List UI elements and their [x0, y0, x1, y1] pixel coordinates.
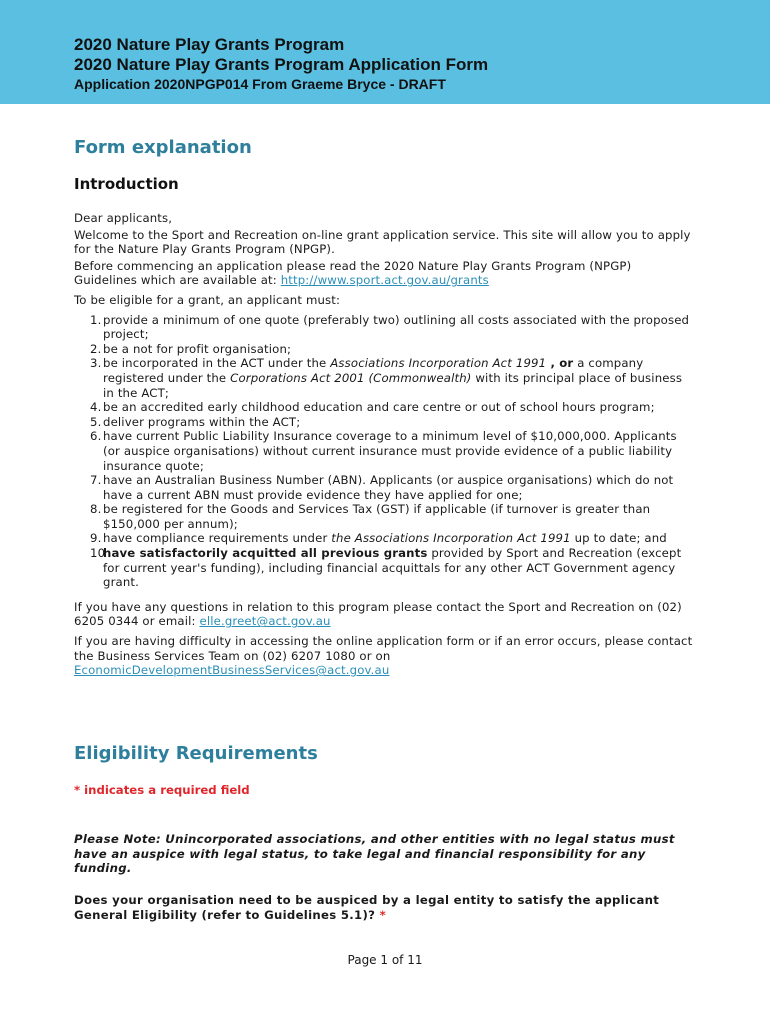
requirement-text: have current Public Liability Insurance coverage to a minimum level of $10,000,000. Applicants (or auspice organisations) without current insurance must provide evidence of a public liability insurance quote;: [103, 429, 677, 473]
requirement-number: 2.: [90, 341, 102, 356]
requirement-act-name: the Associations Incorporation Act 1991: [331, 531, 571, 546]
questions-email-link[interactable]: elle.greet@act.gov.au: [199, 614, 331, 629]
introduction-heading: Introduction: [74, 175, 179, 193]
requirement-number: 8.: [90, 502, 102, 517]
program-title: 2020 Nature Play Grants Program: [74, 35, 345, 54]
difficulty-paragraph: [74, 634, 694, 678]
guidelines-paragraph: [74, 259, 694, 288]
requirement-item: [74, 429, 694, 473]
requirements-list: [74, 313, 694, 590]
requirement-item: [74, 546, 694, 590]
requirement-item: [74, 473, 694, 502]
requirement-number: 5.: [90, 414, 102, 429]
requirement-item: [74, 502, 694, 531]
requirement-text: with its principal place of business in the ACT;: [103, 370, 683, 400]
requirement-emphasis: have satisfactorily acquitted all previous grants: [103, 546, 428, 561]
requirement-text: be registered for the Goods and Services Tax (GST) if applicable (if turnover is greater than $150,000 per annum);: [103, 502, 651, 531]
guidelines-link[interactable]: http://www.sport.act.gov.au/grants: [280, 273, 489, 288]
required-star: *: [379, 907, 386, 922]
questions-text: If you have any questions in relation to this program please contact the Sport and Recreation on (02) 6205 0344 or email:: [74, 599, 682, 629]
questions-paragraph: [74, 600, 694, 629]
requirement-text: provided by Sport and Recreation (except for current year's funding), including financial acquittals for any other ACT Government agency grant.: [103, 546, 682, 590]
requirement-act-name: Associations Incorporation Act 1991: [330, 356, 547, 371]
page-number: Page 1 of 11: [347, 953, 423, 967]
introduction-body: [74, 211, 694, 683]
requirement-item: [74, 342, 694, 357]
requirement-text: have compliance requirements under: [103, 531, 332, 546]
requirement-item: [74, 356, 694, 400]
requirement-text: deliver programs within the ACT;: [103, 414, 301, 429]
requirement-text: provide a minimum of one quote (preferably two) outlining all costs associated with the proposed project;: [103, 312, 690, 342]
requirement-number: 10: [90, 546, 106, 561]
please-note: Please Note: Unincorporated associations, and other entities with no legal status must have an auspice with legal status, to take legal and financial responsibility for any funding.: [74, 832, 675, 876]
requirement-number: 7.: [90, 473, 102, 488]
required-field-note: * indicates a required field: [74, 783, 250, 797]
business-services-email-link[interactable]: EconomicDevelopmentBusinessServices@act.gov.au: [74, 663, 390, 678]
difficulty-text: If you are having difficulty in accessing the online application form or if an error occurs, please contact the Business Services Team on (02) 6207 1080 or on: [74, 634, 693, 663]
requirement-number: 1.: [90, 312, 102, 327]
requirement-emphasis: , or: [546, 356, 574, 371]
guidelines-text: Before commencing an application please read the 2020 Nature Play Grants Program (NPGP) Guidelines which are available at:: [74, 258, 632, 288]
eligible-intro: To be eligible for a grant, an applicant must:: [74, 292, 341, 307]
requirement-number: 6.: [90, 429, 102, 444]
application-line: Application 2020NPGP014 From Graeme Bryce - DRAFT: [74, 76, 446, 92]
requirement-text: be an accredited early childhood education and care centre or out of school hours program;: [103, 400, 655, 415]
requirement-text: be a not for profit organisation;: [103, 341, 292, 356]
form-title: 2020 Nature Play Grants Program Application Form: [74, 55, 489, 74]
requirement-item: [74, 313, 694, 342]
requirement-item: [74, 415, 694, 430]
requirement-text: be incorporated in the ACT under the: [103, 356, 331, 371]
requirement-number: 3.: [90, 356, 102, 371]
requirement-text: up to date; and: [570, 531, 667, 546]
auspice-question: [74, 893, 674, 922]
requirement-item: [74, 531, 694, 546]
auspice-question-text: Does your organisation need to be auspiced by a legal entity to satisfy the applicant General Eligibility (refer to Guidelines 5.1)?: [74, 893, 660, 922]
requirement-item: [74, 400, 694, 415]
requirement-number: 4.: [90, 400, 102, 415]
requirement-text: a company registered under the: [103, 356, 644, 385]
greeting: Dear applicants,: [74, 211, 173, 225]
form-explanation-heading: Form explanation: [74, 137, 252, 158]
eligibility-heading: Eligibility Requirements: [74, 743, 318, 764]
requirement-text: have an Australian Business Number (ABN). Applicants (or auspice organisations) which do not have a current ABN must provide evidence they have applied for one;: [103, 473, 674, 502]
requirement-act-name: Corporations Act 2001 (Commonwealth): [230, 370, 472, 385]
requirement-number: 9.: [90, 531, 102, 546]
welcome-text: Welcome to the Sport and Recreation on-line grant application service. This site will allow you to apply for the Nature Play Grants Program (NPGP).: [74, 227, 691, 257]
page-header: [0, 0, 770, 104]
